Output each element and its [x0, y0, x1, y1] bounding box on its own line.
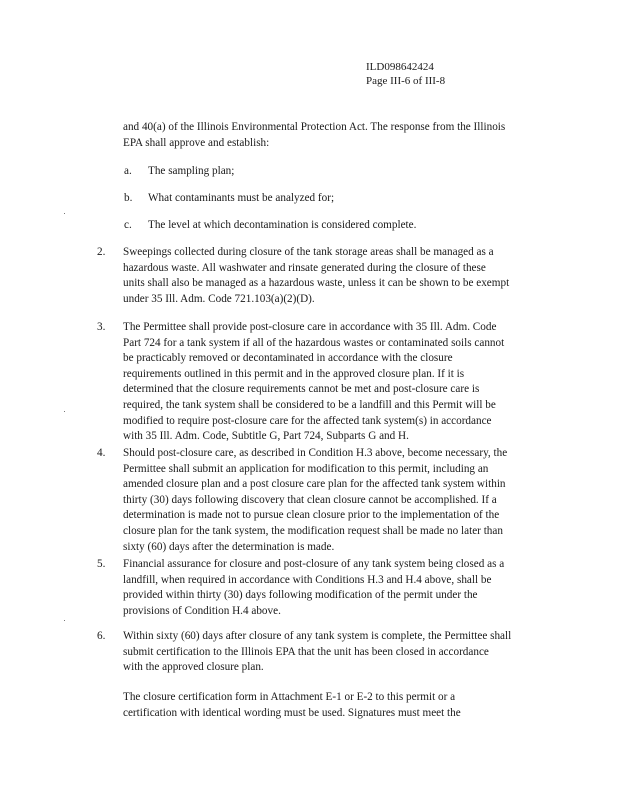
- paragraph-line: amended closure plan and a post closure care plan for the affected tank system within: [123, 478, 506, 491]
- condition-paragraph: [123, 557, 504, 619]
- paragraph-line: submit certification to the Illinois EPA that the unit has been closed in accordance: [123, 645, 489, 658]
- paragraph-line: be practicably removed or decontaminated in accordance with the closure: [123, 352, 453, 365]
- facility-id: ILD098642424: [366, 61, 434, 73]
- sublist-item: [124, 191, 524, 207]
- sublist-text: What contaminants must be analyzed for;: [148, 192, 335, 204]
- closing-paragraph: [123, 690, 461, 721]
- paragraph-line: with 35 Ill. Adm. Code, Subtitle G, Part 724, Subparts G and H.: [123, 430, 409, 443]
- condition-paragraph: [123, 320, 504, 445]
- condition-number: 5.: [97, 558, 106, 570]
- sublist-text: The sampling plan;: [148, 165, 235, 177]
- paragraph-line: requirements outlined in this permit and in the approved closure plan. If it is: [123, 367, 465, 380]
- paragraph-line: units shall also be managed as a hazardous waste, unless it can be shown to be exempt: [123, 277, 510, 290]
- page-header: [366, 60, 445, 88]
- condition-number: 4.: [97, 447, 106, 459]
- paragraph-line: with the approved closure plan.: [123, 661, 264, 674]
- scan-speck: [64, 620, 65, 621]
- paragraph-line: Permittee shall submit an application for modification to this permit, including an: [123, 462, 489, 475]
- paragraph-line: modified to require post-closure care for the affected tank system(s) in accordance: [123, 414, 492, 427]
- sublist-text: The level at which decontamination is considered complete.: [148, 219, 417, 231]
- intro-paragraph: [123, 120, 505, 151]
- scan-speck: [64, 213, 65, 214]
- paragraph-line: determined that the closure requirements cannot be met and post-closure care is: [123, 383, 480, 396]
- paragraph-line: The closure certification form in Attachment E-1 or E-2 to this permit or a: [123, 691, 456, 703]
- paragraph-line: sixty (60) days after the determination is made.: [123, 540, 335, 553]
- paragraph-line: hazardous waste. All washwater and rinsate generated during the closure of these: [123, 261, 486, 274]
- paragraph-line: certification with identical wording must be used. Signatures must meet the: [123, 706, 461, 719]
- paragraph-line: required, the tank system shall be considered to be a landfill and this Permit will be: [123, 398, 496, 411]
- condition-number: 6.: [97, 630, 106, 642]
- scan-speck: [64, 411, 65, 412]
- condition-paragraph: [123, 446, 507, 555]
- paragraph-line: thirty (30) days following discovery that clean closure cannot be accomplished. If a: [123, 493, 497, 506]
- paragraph-line: The Permittee shall provide post-closure care in accordance with 35 Ill. Adm. Code: [123, 321, 497, 333]
- paragraph-line: Should post-closure care, as described in Condition H.3 above, become necessary, the: [123, 447, 508, 459]
- condition-number: 2.: [97, 246, 106, 258]
- paragraph-line: Part 724 for a tank system if all of the hazardous wastes or contaminated soils cannot: [123, 336, 505, 349]
- paragraph-line: landfill, when required in accordance with Conditions H.3 and H.4 above, shall be: [123, 573, 492, 586]
- paragraph-line: and 40(a) of the Illinois Environmental Protection Act. The response from the Illinois: [123, 121, 506, 133]
- sublist-item: [124, 218, 544, 234]
- condition-paragraph: [123, 245, 509, 307]
- paragraph-line: closure plan for the tank system, the modification request shall be made no later than: [123, 524, 503, 537]
- page-number: Page III-6 of III-8: [366, 75, 446, 87]
- paragraph-line: provisions of Condition H.4 above.: [123, 604, 281, 617]
- paragraph-line: Within sixty (60) days after closure of any tank system is complete, the Permittee shall: [123, 630, 512, 642]
- paragraph-line: provided within thirty (30) days following modification of the permit under the: [123, 589, 478, 602]
- paragraph-line: Sweepings collected during closure of the tank storage areas shall be managed as a: [123, 246, 494, 258]
- sublist-item: [124, 164, 524, 180]
- condition-number: 3.: [97, 321, 106, 333]
- sublist-label: c.: [124, 219, 132, 231]
- paragraph-line: EPA shall approve and establish:: [123, 136, 270, 149]
- condition-paragraph: [123, 629, 511, 676]
- sublist-label: a.: [124, 165, 132, 177]
- paragraph-line: under 35 Ill. Adm. Code 721.103(a)(2)(D).: [123, 292, 315, 305]
- paragraph-line: determination is made not to pursue clean closure prior to the implementation of the: [123, 509, 500, 522]
- sublist-label: b.: [124, 192, 133, 204]
- paragraph-line: Financial assurance for closure and post-closure of any tank system being closed as a: [123, 558, 505, 570]
